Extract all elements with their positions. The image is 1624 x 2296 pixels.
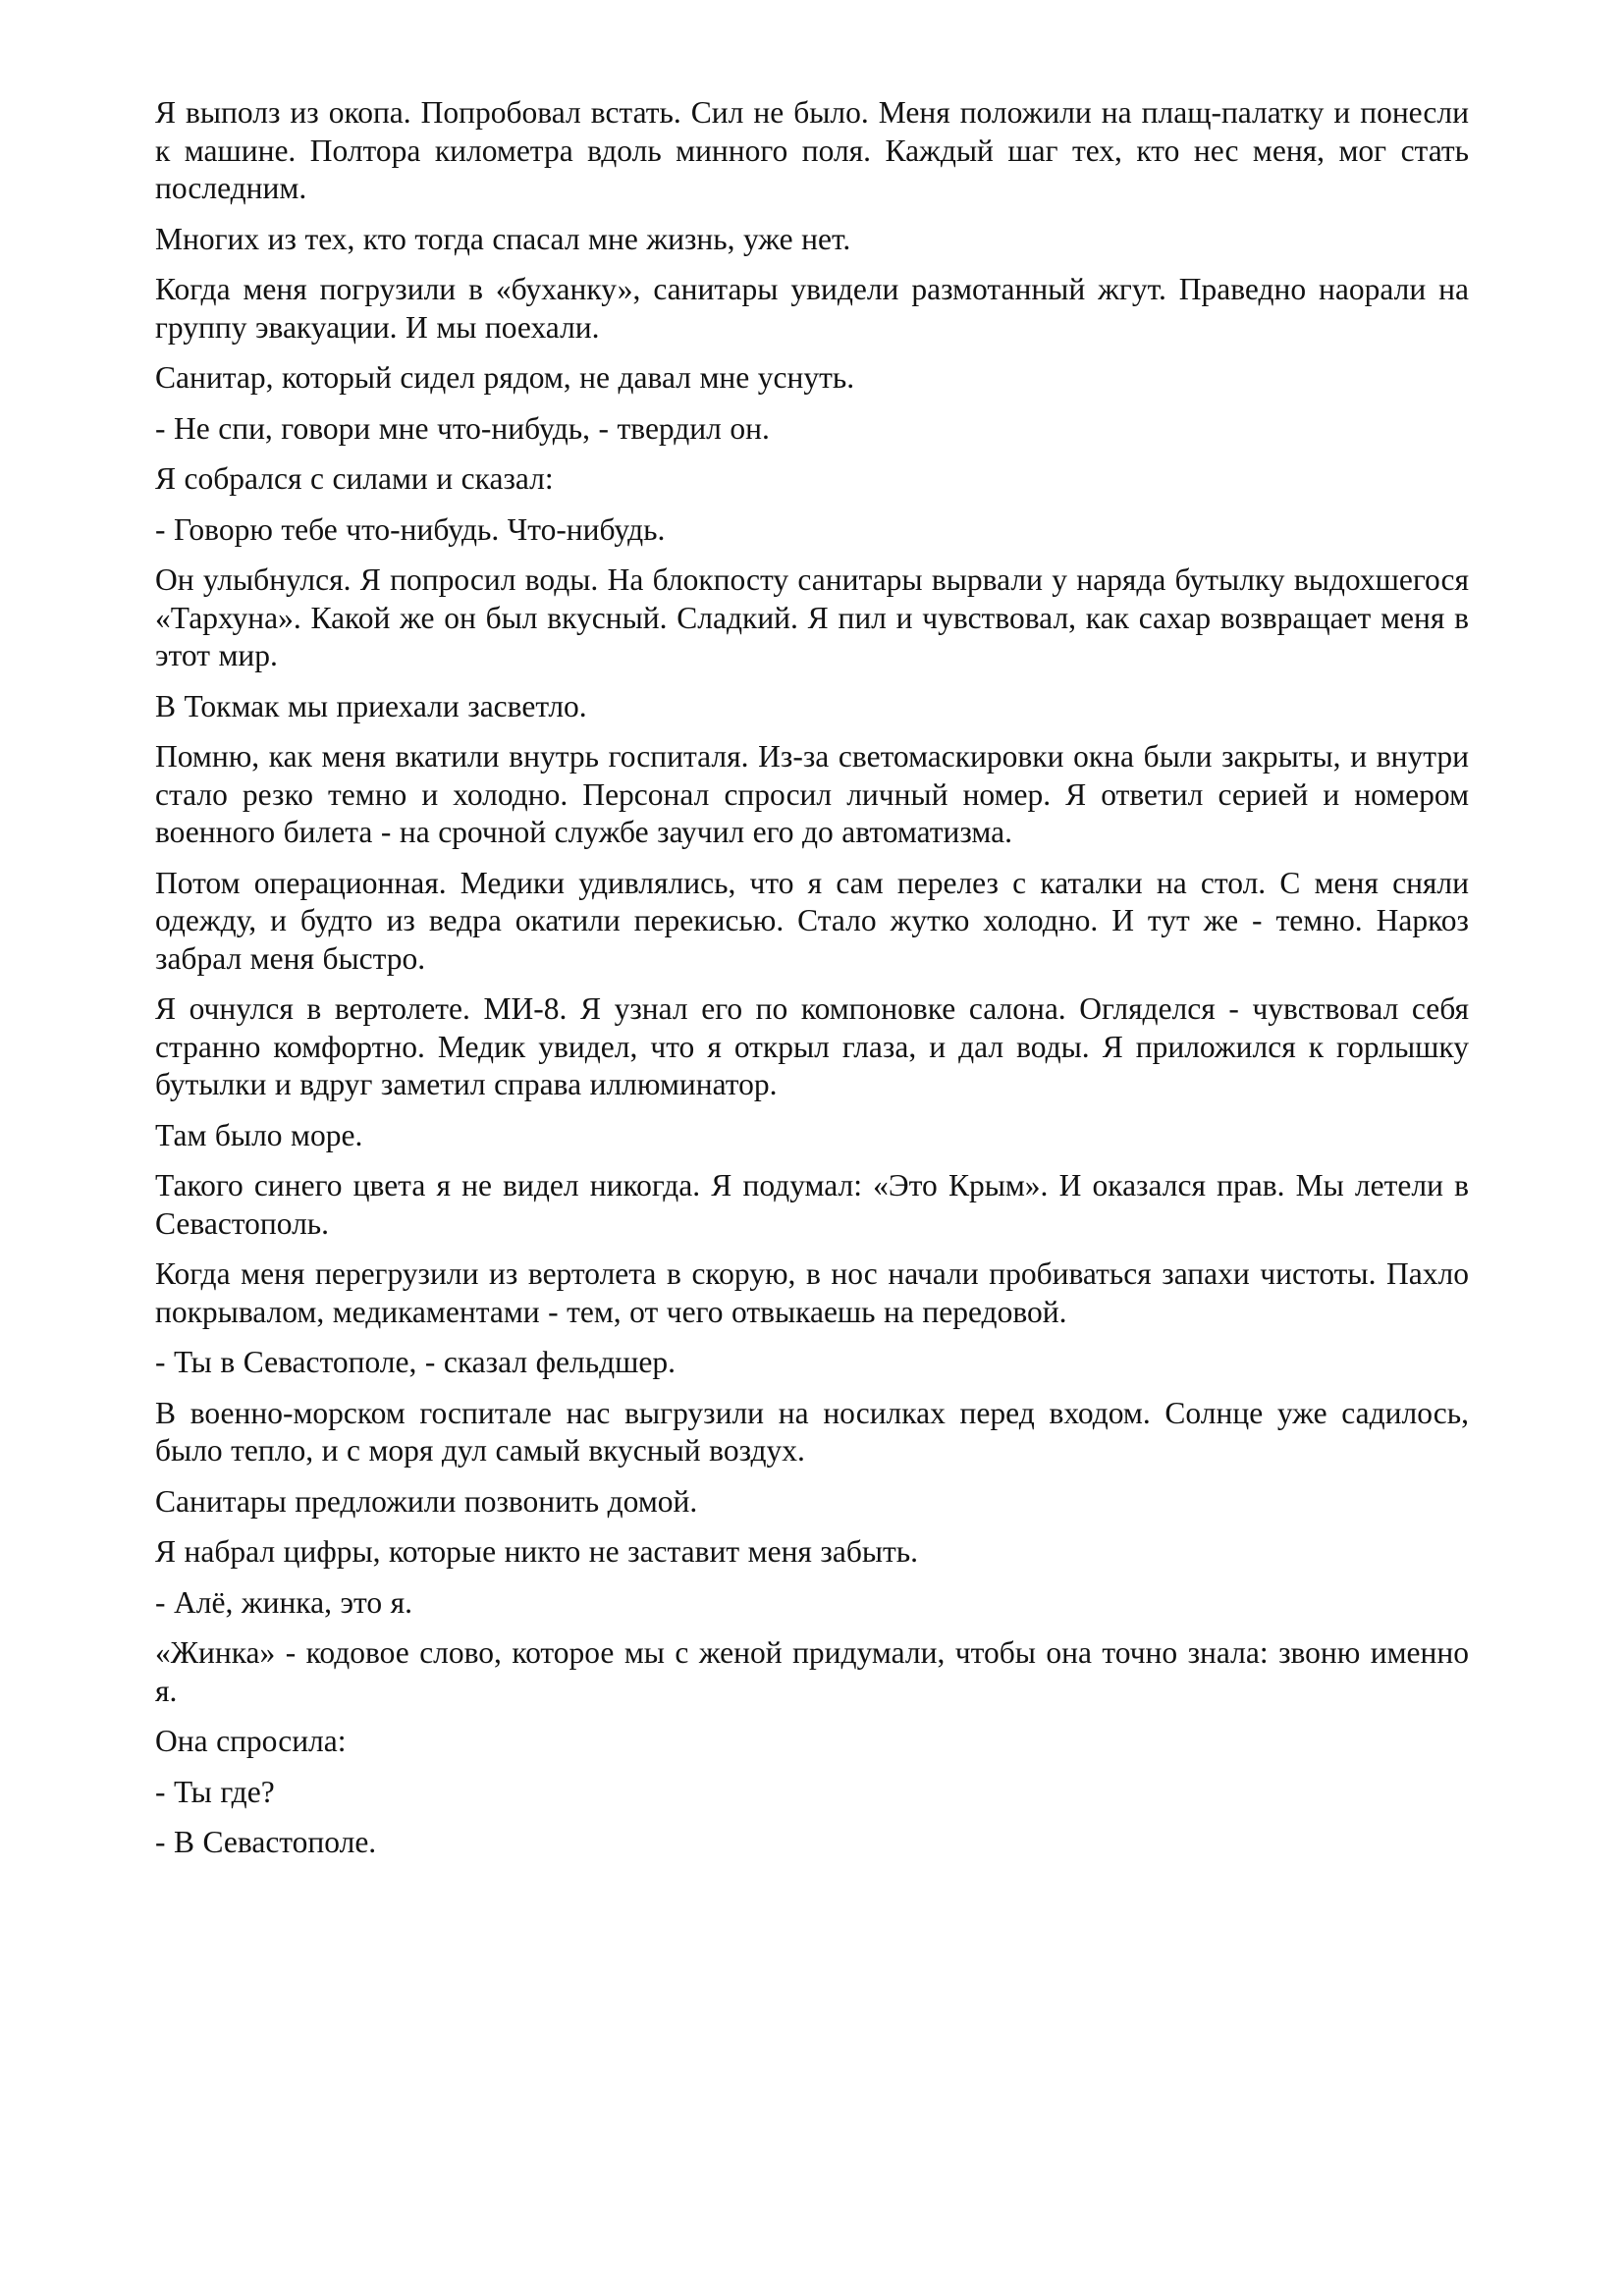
paragraph: В военно-морском госпитале нас выгрузили на носилках перед входом. Солнце уже садилось, было тепло, и с моря дул самый вкусный воздух.	[155, 1395, 1469, 1468]
paragraph: Я выполз из окопа. Попробовал встать. Сил не было. Меня положили на плащ-палатку и понесли к машине. Полтора километра вдоль минного поля. Каждый шаг тех, кто нес меня, мог стать последним.	[155, 95, 1469, 205]
paragraph: - Говорю тебе что-нибудь. Что-нибудь.	[155, 511, 666, 547]
paragraph: Он улыбнулся. Я попросил воды. На блокпосту санитары вырвали у наряда бутылку выдохшегося «Тархуна». Какой же он был вкусный. Сладкий. Я пил и чувствовал, как сахар возвращает меня в этот мир.	[155, 562, 1469, 672]
paragraph: - Ты в Севастополе, - сказал фельдшер.	[155, 1345, 676, 1379]
paragraph: Помню, как меня вкатили внутрь госпиталя. Из-за светомаскировки окна были закрыты, и внутри стало резко темно и холодно. Персонал спросил личный номер. Я ответил серией и номером военного билета - на срочной службе заучил его до автоматизма.	[155, 739, 1469, 849]
paragraph: Такого синего цвета я не видел никогда. Я подумал: «Это Крым». И оказался прав. Мы летели в Севастополь.	[155, 1168, 1469, 1241]
paragraph: Санитары предложили позвонить домой.	[155, 1483, 698, 1519]
paragraph: Я собрался с силами и сказал:	[155, 461, 554, 496]
paragraph: «Жинка» - кодовое слово, которое мы с женой придумали, чтобы она точно знала: звоню именно я.	[155, 1635, 1469, 1708]
paragraph: - В Севастополе.	[155, 1825, 377, 1859]
paragraph: Там было море.	[155, 1117, 363, 1152]
paragraph: Когда меня перегрузили из вертолета в скорую, в нос начали пробиваться запахи чистоты. Пахло покрывалом, медикаментами - тем, от чего отвыкаешь на передовой.	[155, 1256, 1469, 1329]
paragraph: - Ты где?	[155, 1774, 275, 1809]
paragraph: Санитар, который сидел рядом, не давал мне уснуть.	[155, 360, 855, 395]
paragraph: Многих из тех, кто тогда спасал мне жизнь, уже нет.	[155, 221, 851, 256]
paragraph: Я очнулся в вертолете. МИ-8. Я узнал его по компоновке салона. Огляделся - чувствовал себя странно комфортно. Медик увидел, что я открыл глаза, и дал воды. Я приложился к горлышку бутылки и вдруг заметил справа иллюминатор.	[155, 991, 1469, 1101]
paragraph: Когда меня погрузили в «буханку», санитары увидели размотанный жгут. Праведно наорали на группу эвакуации. И мы поехали.	[155, 272, 1469, 345]
paragraph: Она спросила:	[155, 1724, 347, 1758]
paragraph: - Не спи, говори мне что-нибудь, - твердил он.	[155, 410, 770, 446]
paragraph: В Токмак мы приехали засветло.	[155, 688, 587, 723]
paragraph: Потом операционная. Медики удивлялись, что я сам перелез с каталки на стол. С меня сняли одежду, и будто из ведра окатили перекисью. Стало жутко холодно. И тут же - темно. Наркоз забрал меня быстро.	[155, 865, 1469, 976]
paragraph: - Алё, жинка, это я.	[155, 1584, 412, 1620]
paragraph: Я набрал цифры, которые никто не заставит меня забыть.	[155, 1534, 919, 1569]
paragraph-list	[155, 94, 1469, 1862]
